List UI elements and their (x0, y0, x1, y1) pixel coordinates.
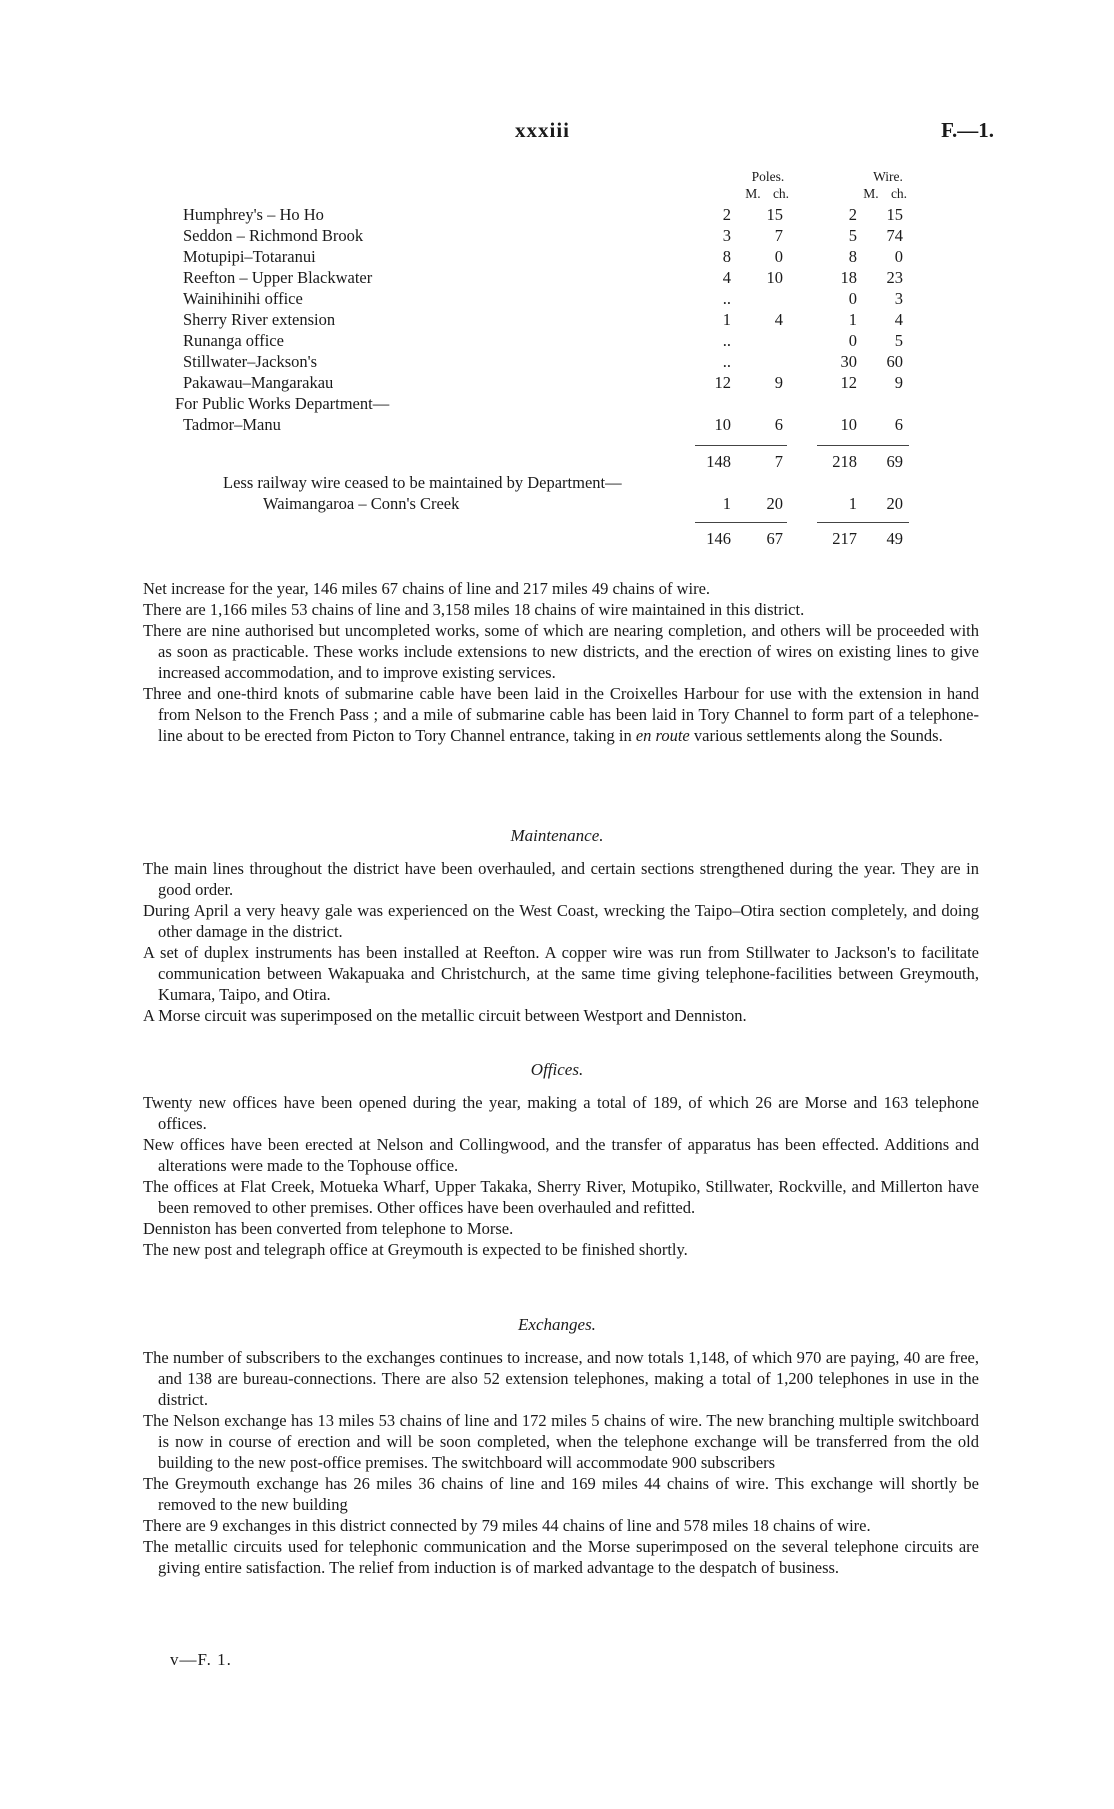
cell-poles-ch: 15 (766, 205, 783, 224)
table-body (175, 204, 923, 549)
row-label: Sherry River extension (183, 310, 336, 329)
exchanges-heading: Exchanges. (518, 1315, 596, 1334)
cell-poles-m: 12 (714, 373, 731, 392)
paragraph: The Nelson exchange has 13 miles 53 chains of line and 172 miles 5 chains of wire. The new branching multiple switchboard is now in course of erection and will be soon completed, when the telephone exchange will be transferred from the old building to the new post-office premises. The switchboard will accommodate 900 subscribers (143, 1411, 979, 1472)
document-code: F.—1. (941, 118, 994, 142)
cell-wire-ch: 5 (894, 331, 903, 350)
total-row (183, 528, 923, 549)
lines-table (175, 168, 923, 549)
offices-section (143, 1092, 979, 1260)
table-row (183, 472, 923, 493)
table-column-headers (183, 168, 923, 204)
row-label: Tadmor–Manu (183, 415, 281, 434)
cell-wire-m: 218 (832, 452, 857, 471)
less-label: Less railway wire ceased to be maintained by Department— (223, 473, 622, 492)
exchanges-section (143, 1347, 979, 1578)
cell-wire-m: 1 (848, 494, 857, 513)
table-row (183, 372, 923, 393)
table-row (183, 351, 923, 372)
table-row (183, 288, 923, 309)
subtotal-row (183, 451, 923, 472)
cell-poles-ch: 7 (774, 452, 783, 471)
paragraph: The Greymouth exchange has 26 miles 36 chains of line and 169 miles 44 chains of wire. This exchange will shortly be removed to the new building (143, 1474, 979, 1514)
table-row (183, 414, 923, 435)
cell-wire-m: 30 (840, 352, 857, 371)
rule-line (695, 522, 787, 523)
cell-poles-ch: 4 (774, 310, 783, 329)
row-label: Humphrey's – Ho Ho (183, 205, 324, 224)
cell-poles-ch: 10 (766, 268, 783, 287)
rule-line (695, 445, 787, 446)
paragraph: Denniston has been converted from telephone to Morse. (143, 1219, 514, 1238)
wire-unit-ch: ch. (890, 186, 908, 201)
paragraph: There are nine authorised but uncompleted works, some of which are nearing completion, and others will be proceeded with as soon as practicable. These works include extensions to new districts, and the erection of wires on existing lines to give increased accommodation, and to improve existing services. (143, 621, 979, 682)
paragraph: A set of duplex instruments has been installed at Reefton. A copper wire was run from Stillwater to Jackson's to facilitate communication between Wakapuaka and Christchurch, at the same time giving telephone-facilities between Greymouth, Kumara, Taipo, and Otira. (143, 943, 979, 1004)
rule-line (817, 445, 909, 446)
cell-wire-ch: 15 (886, 205, 903, 224)
cell-poles-ch: 67 (766, 529, 783, 548)
table-row (183, 225, 923, 246)
col-poles-header: Poles. (751, 169, 785, 184)
paragraph: The new post and telegraph office at Greymouth is expected to be finished shortly. (143, 1240, 688, 1259)
cell-wire-ch: 49 (886, 529, 903, 548)
cell-wire-m: 0 (848, 289, 857, 308)
cell-wire-m: 10 (840, 415, 857, 434)
cell-poles-m: 2 (722, 205, 731, 224)
poles-unit-m: M. (745, 186, 761, 201)
paragraph: New offices have been erected at Nelson and Collingwood, and the transfer of apparatus has been effected. Additions and alterations were made to the Tophouse office. (143, 1135, 979, 1175)
table-row (183, 204, 923, 225)
cell-poles-m: 3 (722, 226, 731, 245)
cell-wire-ch: 69 (886, 452, 903, 471)
cell-wire-ch: 74 (886, 226, 903, 245)
maintenance-heading: Maintenance. (510, 826, 604, 845)
poles-unit-ch: ch. (772, 186, 790, 201)
cell-poles-m: 148 (706, 452, 731, 471)
cell-wire-m: 0 (848, 331, 857, 350)
paragraph: Twenty new offices have been opened during the year, making a total of 189, of which 26 are Morse and 163 telephone offices. (143, 1093, 979, 1133)
footer-signature: v—F. 1. (170, 1650, 232, 1669)
cell-poles-m: 146 (706, 529, 731, 548)
cell-wire-m: 12 (840, 373, 857, 392)
table-row (183, 309, 923, 330)
row-label: Wainihinihi office (183, 289, 303, 308)
cell-poles-ch: 9 (774, 373, 783, 392)
cell-wire-ch: 3 (894, 289, 903, 308)
table-row (183, 330, 923, 351)
row-label: Motupipi–Totaranui (183, 247, 316, 266)
paragraph: There are 1,166 miles 53 chains of line and 3,158 miles 18 chains of wire maintained in this district. (143, 600, 805, 619)
cell-poles-m: .. (722, 289, 731, 308)
cell-poles-m: 8 (722, 247, 731, 266)
maintenance-section (143, 858, 979, 1026)
row-label: Reefton – Upper Blackwater (183, 268, 373, 287)
cell-poles-ch: 7 (774, 226, 783, 245)
cell-wire-m: 18 (840, 268, 857, 287)
cell-wire-m: 5 (848, 226, 857, 245)
cell-wire-m: 2 (848, 205, 857, 224)
cell-wire-m: 217 (832, 529, 857, 548)
cell-wire-ch: 23 (886, 268, 903, 287)
cell-wire-ch: 0 (894, 247, 903, 266)
row-label: Runanga office (183, 331, 284, 350)
cell-wire-ch: 20 (886, 494, 903, 513)
paragraph: A Morse circuit was superimposed on the metallic circuit between Westport and Denniston. (143, 1006, 747, 1025)
paragraph: The metallic circuits used for telephonic communication and the Morse superimposed on the several telephone circuits are giving entire satisfaction. The relief from induction is of marked advantage to the despatch of business. (143, 1537, 979, 1577)
wire-unit-m: M. (863, 186, 879, 201)
paragraph: The number of subscribers to the exchanges continues to increase, and now totals 1,148, of which 970 are paying, 40 are free, and 138 are bureau-connections. There are also 52 extension telephones, making a total of 1,200 telephones in use in the district. (143, 1348, 979, 1409)
intro-section (143, 578, 979, 746)
cell-poles-m: .. (722, 352, 731, 371)
cell-wire-m: 8 (848, 247, 857, 266)
cell-wire-ch: 4 (894, 310, 903, 329)
page-number: xxxiii (515, 118, 571, 142)
row-label: Stillwater–Jackson's (183, 352, 318, 371)
col-wire-header: Wire. (873, 169, 903, 184)
rule-line (817, 522, 909, 523)
table-row (183, 267, 923, 288)
cell-poles-ch: 6 (774, 415, 783, 434)
row-label: Pakawau–Mangarakau (183, 373, 334, 392)
row-label: Waimangaroa – Conn's Creek (263, 494, 460, 513)
cell-wire-ch: 6 (894, 415, 903, 434)
cell-wire-ch: 9 (894, 373, 903, 392)
cell-poles-m: 10 (714, 415, 731, 434)
paragraph: The main lines throughout the district have been overhauled, and certain sections strengthened during the year. They are in good order. (143, 859, 979, 899)
paragraph: The offices at Flat Creek, Motueka Wharf, Upper Takaka, Sherry River, Motupiko, Stillwater, Rockville, and Millerton have been removed to other premises. Other offices have been overhauled and refitted. (143, 1177, 979, 1217)
cell-poles-m: .. (722, 331, 731, 350)
paragraph: During April a very heavy gale was experienced on the West Coast, wrecking the Taipo–Otira section completely, and doing other damage in the district. (143, 901, 979, 941)
paragraph: Three and one-third knots of submarine cable have been laid in the Croixelles Harbour for use with the extension in hand from Nelson to the French Pass ; and a mile of submarine cable has been laid in Tory Channel to form part of a telephone-line about to be erected from Picton to Tory Channel entrance, taking in en route various settlements along the Sounds. (143, 684, 979, 745)
table-row (183, 493, 923, 514)
cell-poles-ch: 20 (766, 494, 783, 513)
offices-heading: Offices. (530, 1060, 584, 1079)
page-header (0, 118, 1114, 158)
paragraph: Net increase for the year, 146 miles 67 chains of line and 217 miles 49 chains of wire. (143, 579, 711, 598)
cell-poles-m: 1 (722, 494, 731, 513)
cell-wire-m: 1 (848, 310, 857, 329)
cell-poles-m: 1 (722, 310, 731, 329)
row-label: Seddon – Richmond Brook (183, 226, 364, 245)
paragraph: There are 9 exchanges in this district connected by 79 miles 44 chains of line and 578 miles 18 chains of wire. (143, 1516, 871, 1535)
table-row (175, 393, 923, 414)
cell-poles-ch: 0 (774, 247, 783, 266)
table-row (183, 246, 923, 267)
row-label: For Public Works Department— (175, 394, 390, 413)
cell-poles-m: 4 (722, 268, 731, 287)
cell-wire-ch: 60 (886, 352, 903, 371)
